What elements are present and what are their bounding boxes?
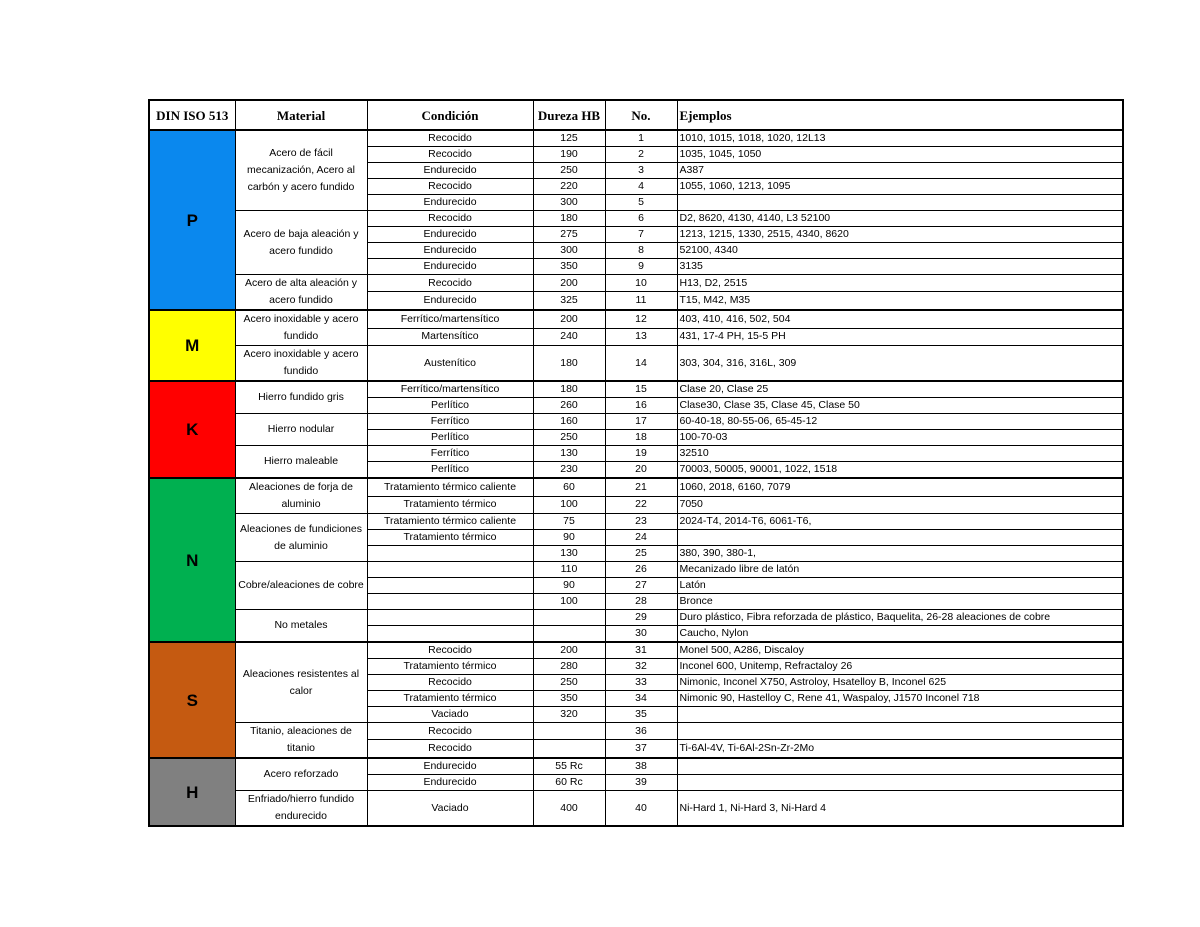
number-cell: 21 <box>605 478 677 496</box>
condition-cell <box>367 546 533 562</box>
hardness-cell <box>533 740 605 758</box>
number-cell: 25 <box>605 546 677 562</box>
condition-cell: Ferrítico <box>367 446 533 462</box>
condition-cell: Recocido <box>367 211 533 227</box>
hardness-cell: 180 <box>533 346 605 382</box>
table-row <box>149 758 1123 775</box>
examples-cell <box>677 530 1123 546</box>
condition-cell: Recocido <box>367 740 533 758</box>
number-cell: 36 <box>605 723 677 740</box>
hardness-cell: 200 <box>533 642 605 659</box>
number-cell: 28 <box>605 594 677 610</box>
number-cell: 27 <box>605 578 677 594</box>
condition-cell <box>367 562 533 578</box>
condition-cell: Endurecido <box>367 243 533 259</box>
examples-cell: 52100, 4340 <box>677 243 1123 259</box>
table-row <box>149 514 1123 530</box>
condition-cell: Tratamiento térmico <box>367 496 533 513</box>
number-cell: 10 <box>605 275 677 292</box>
hardness-cell: 350 <box>533 259 605 275</box>
material-cell: Enfriado/hierro fundido endurecido <box>235 791 367 827</box>
number-cell: 32 <box>605 659 677 675</box>
group-cell-p: P <box>149 130 235 310</box>
hardness-cell: 200 <box>533 275 605 292</box>
number-cell: 1 <box>605 130 677 147</box>
material-cell: Acero de fácil mecanización, Acero al carbón y acero fundido <box>235 130 367 211</box>
number-cell: 39 <box>605 775 677 791</box>
number-cell: 19 <box>605 446 677 462</box>
examples-cell: 7050 <box>677 496 1123 513</box>
hardness-cell: 90 <box>533 578 605 594</box>
condition-cell: Endurecido <box>367 195 533 211</box>
condition-cell: Recocido <box>367 130 533 147</box>
examples-cell: 303, 304, 316, 316L, 309 <box>677 346 1123 382</box>
hardness-cell: 400 <box>533 791 605 827</box>
examples-cell: 1035, 1045, 1050 <box>677 147 1123 163</box>
material-cell: No metales <box>235 610 367 643</box>
examples-cell: Ni-Hard 1, Ni-Hard 3, Ni-Hard 4 <box>677 791 1123 827</box>
condition-cell: Ferrítico <box>367 414 533 430</box>
condition-cell: Vaciado <box>367 707 533 723</box>
examples-cell: 431, 17-4 PH, 15-5 PH <box>677 328 1123 345</box>
condition-cell <box>367 594 533 610</box>
material-cell: Hierro fundido gris <box>235 381 367 414</box>
group-cell-m: M <box>149 310 235 381</box>
table-row <box>149 381 1123 398</box>
condition-cell: Austenítico <box>367 346 533 382</box>
hardness-cell <box>533 723 605 740</box>
condition-cell: Ferrítico/martensítico <box>367 310 533 328</box>
examples-cell: Clase30, Clase 35, Clase 45, Clase 50 <box>677 398 1123 414</box>
examples-cell <box>677 707 1123 723</box>
condition-cell <box>367 578 533 594</box>
number-cell: 14 <box>605 346 677 382</box>
number-cell: 30 <box>605 626 677 643</box>
hardness-cell: 60 <box>533 478 605 496</box>
examples-cell: 380, 390, 380-1, <box>677 546 1123 562</box>
material-cell: Acero de baja aleación y acero fundido <box>235 211 367 275</box>
hardness-cell: 200 <box>533 310 605 328</box>
material-cell: Aleaciones resistentes al calor <box>235 642 367 723</box>
number-cell: 31 <box>605 642 677 659</box>
number-cell: 22 <box>605 496 677 513</box>
number-cell: 20 <box>605 462 677 479</box>
hardness-cell <box>533 626 605 643</box>
hardness-cell: 300 <box>533 195 605 211</box>
condition-cell: Recocido <box>367 147 533 163</box>
condition-cell: Perlítico <box>367 398 533 414</box>
hardness-cell: 300 <box>533 243 605 259</box>
number-cell: 3 <box>605 163 677 179</box>
number-cell: 17 <box>605 414 677 430</box>
examples-cell: 32510 <box>677 446 1123 462</box>
group-cell-h: H <box>149 758 235 826</box>
condition-cell: Tratamiento térmico <box>367 691 533 707</box>
examples-cell: A387 <box>677 163 1123 179</box>
group-cell-k: K <box>149 381 235 478</box>
table-row <box>149 610 1123 626</box>
condition-cell <box>367 626 533 643</box>
table-row <box>149 723 1123 740</box>
examples-cell: Latón <box>677 578 1123 594</box>
header-row <box>149 100 1123 130</box>
examples-cell: 60-40-18, 80-55-06, 65-45-12 <box>677 414 1123 430</box>
number-cell: 24 <box>605 530 677 546</box>
condition-cell: Tratamiento térmico caliente <box>367 478 533 496</box>
examples-cell: Bronce <box>677 594 1123 610</box>
header-dureza-hb: Dureza HB <box>533 100 605 130</box>
examples-cell: Ti-6Al-4V, Ti-6Al-2Sn-Zr-2Mo <box>677 740 1123 758</box>
condition-cell: Tratamiento térmico caliente <box>367 514 533 530</box>
material-cell: Hierro nodular <box>235 414 367 446</box>
condition-cell: Endurecido <box>367 227 533 243</box>
hardness-cell: 100 <box>533 496 605 513</box>
examples-cell: 100-70-03 <box>677 430 1123 446</box>
iso-513-material-table <box>148 99 1124 827</box>
number-cell: 15 <box>605 381 677 398</box>
examples-cell: Nimonic 90, Hastelloy C, Rene 41, Waspaloy, J1570 Inconel 718 <box>677 691 1123 707</box>
examples-cell: Clase 20, Clase 25 <box>677 381 1123 398</box>
examples-cell <box>677 723 1123 740</box>
hardness-cell: 55 Rc <box>533 758 605 775</box>
number-cell: 38 <box>605 758 677 775</box>
table-row <box>149 346 1123 382</box>
examples-cell <box>677 775 1123 791</box>
condition-cell: Recocido <box>367 179 533 195</box>
examples-cell: 3135 <box>677 259 1123 275</box>
hardness-cell: 110 <box>533 562 605 578</box>
examples-cell: H13, D2, 2515 <box>677 275 1123 292</box>
hardness-cell: 240 <box>533 328 605 345</box>
material-cell: Acero reforzado <box>235 758 367 791</box>
table-row <box>149 275 1123 292</box>
condition-cell: Endurecido <box>367 775 533 791</box>
hardness-cell: 75 <box>533 514 605 530</box>
number-cell: 2 <box>605 147 677 163</box>
examples-cell: T15, M42, M35 <box>677 292 1123 310</box>
table-row <box>149 642 1123 659</box>
hardness-cell: 250 <box>533 163 605 179</box>
examples-cell: Inconel 600, Unitemp, Refractaloy 26 <box>677 659 1123 675</box>
material-cell: Acero de alta aleación y acero fundido <box>235 275 367 311</box>
hardness-cell <box>533 610 605 626</box>
examples-cell: 2024-T4, 2014-T6, 6061-T6, <box>677 514 1123 530</box>
number-cell: 9 <box>605 259 677 275</box>
material-cell: Aleaciones de fundiciones de aluminio <box>235 514 367 562</box>
examples-cell: 1213, 1215, 1330, 2515, 4340, 8620 <box>677 227 1123 243</box>
condition-cell: Tratamiento térmico <box>367 659 533 675</box>
condition-cell: Endurecido <box>367 259 533 275</box>
hardness-cell: 250 <box>533 430 605 446</box>
condition-cell: Endurecido <box>367 292 533 310</box>
material-cell: Cobre/aleaciones de cobre <box>235 562 367 610</box>
hardness-cell: 260 <box>533 398 605 414</box>
number-cell: 6 <box>605 211 677 227</box>
examples-cell: Mecanizado libre de latón <box>677 562 1123 578</box>
number-cell: 34 <box>605 691 677 707</box>
hardness-cell: 90 <box>533 530 605 546</box>
hardness-cell: 130 <box>533 446 605 462</box>
hardness-cell: 325 <box>533 292 605 310</box>
examples-cell: Monel 500, A286, Discaloy <box>677 642 1123 659</box>
hardness-cell: 320 <box>533 707 605 723</box>
table-row <box>149 791 1123 827</box>
examples-cell: 1055, 1060, 1213, 1095 <box>677 179 1123 195</box>
hardness-cell: 190 <box>533 147 605 163</box>
header-condicion: Condición <box>367 100 533 130</box>
number-cell: 13 <box>605 328 677 345</box>
table-row <box>149 211 1123 227</box>
header-ejemplos: Ejemplos <box>677 100 1123 130</box>
hardness-cell: 280 <box>533 659 605 675</box>
examples-cell <box>677 195 1123 211</box>
condition-cell: Endurecido <box>367 758 533 775</box>
number-cell: 12 <box>605 310 677 328</box>
header-no: No. <box>605 100 677 130</box>
number-cell: 5 <box>605 195 677 211</box>
table-row <box>149 478 1123 496</box>
number-cell: 23 <box>605 514 677 530</box>
material-cell: Hierro maleable <box>235 446 367 479</box>
material-cell: Acero inoxidable y acero fundido <box>235 346 367 382</box>
condition-cell <box>367 610 533 626</box>
material-cell: Acero inoxidable y acero fundido <box>235 310 367 346</box>
examples-cell <box>677 758 1123 775</box>
examples-cell: 70003, 50005, 90001, 1022, 1518 <box>677 462 1123 479</box>
header-material: Material <box>235 100 367 130</box>
condition-cell: Martensítico <box>367 328 533 345</box>
table-row <box>149 310 1123 328</box>
condition-cell: Tratamiento térmico <box>367 530 533 546</box>
number-cell: 33 <box>605 675 677 691</box>
hardness-cell: 180 <box>533 211 605 227</box>
condition-cell: Perlítico <box>367 430 533 446</box>
condition-cell: Recocido <box>367 675 533 691</box>
number-cell: 18 <box>605 430 677 446</box>
number-cell: 7 <box>605 227 677 243</box>
examples-cell: Nimonic, Inconel X750, Astroloy, Hsatelloy B, Inconel 625 <box>677 675 1123 691</box>
hardness-cell: 250 <box>533 675 605 691</box>
number-cell: 37 <box>605 740 677 758</box>
material-cell: Aleaciones de forja de aluminio <box>235 478 367 514</box>
group-cell-n: N <box>149 478 235 642</box>
condition-cell: Recocido <box>367 723 533 740</box>
table-row <box>149 130 1123 147</box>
hardness-cell: 230 <box>533 462 605 479</box>
number-cell: 4 <box>605 179 677 195</box>
hardness-cell: 100 <box>533 594 605 610</box>
examples-cell: Caucho, Nylon <box>677 626 1123 643</box>
table-row <box>149 562 1123 578</box>
examples-cell: 1060, 2018, 6160, 7079 <box>677 478 1123 496</box>
number-cell: 8 <box>605 243 677 259</box>
number-cell: 40 <box>605 791 677 827</box>
condition-cell: Vaciado <box>367 791 533 827</box>
condition-cell: Recocido <box>367 275 533 292</box>
condition-cell: Recocido <box>367 642 533 659</box>
condition-cell: Perlítico <box>367 462 533 479</box>
number-cell: 26 <box>605 562 677 578</box>
hardness-cell: 275 <box>533 227 605 243</box>
hardness-cell: 220 <box>533 179 605 195</box>
hardness-cell: 125 <box>533 130 605 147</box>
number-cell: 29 <box>605 610 677 626</box>
table-row <box>149 414 1123 430</box>
examples-cell: 1010, 1015, 1018, 1020, 12L13 <box>677 130 1123 147</box>
hardness-cell: 350 <box>533 691 605 707</box>
number-cell: 35 <box>605 707 677 723</box>
table-row <box>149 446 1123 462</box>
hardness-cell: 130 <box>533 546 605 562</box>
material-cell: Titanio, aleaciones de titanio <box>235 723 367 759</box>
hardness-cell: 180 <box>533 381 605 398</box>
examples-cell: 403, 410, 416, 502, 504 <box>677 310 1123 328</box>
number-cell: 16 <box>605 398 677 414</box>
hardness-cell: 160 <box>533 414 605 430</box>
condition-cell: Endurecido <box>367 163 533 179</box>
number-cell: 11 <box>605 292 677 310</box>
condition-cell: Ferrítico/martensítico <box>367 381 533 398</box>
examples-cell: D2, 8620, 4130, 4140, L3 52100 <box>677 211 1123 227</box>
group-cell-s: S <box>149 642 235 758</box>
hardness-cell: 60 Rc <box>533 775 605 791</box>
table-body <box>149 130 1123 826</box>
header-din-iso-513: DIN ISO 513 <box>149 100 235 130</box>
examples-cell: Duro plástico, Fibra reforzada de plástico, Baquelita, 26-28 aleaciones de cobre <box>677 610 1123 626</box>
